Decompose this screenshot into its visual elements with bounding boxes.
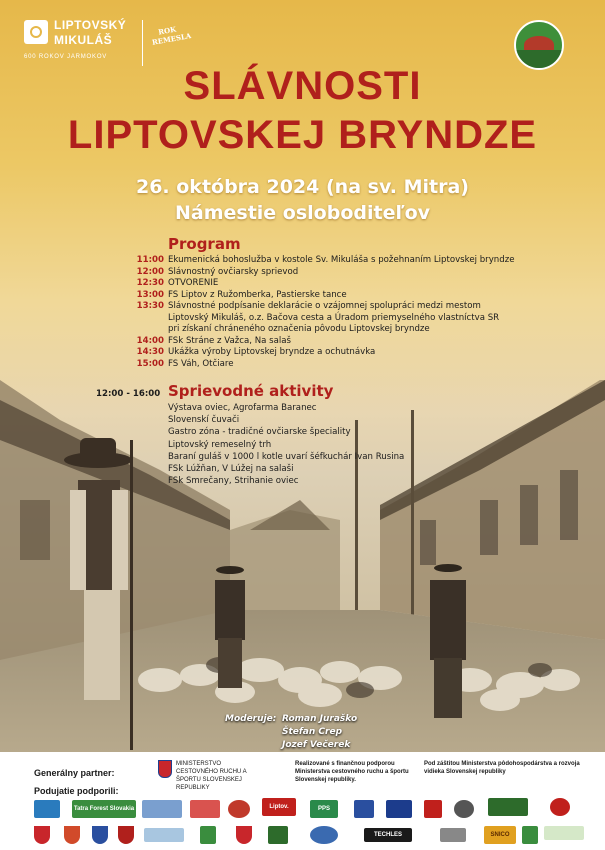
supporters-label: Podujatie podporili:	[34, 786, 119, 796]
ministry-name: MINISTERSTVO CESTOVNÉHO RUCHU A ŠPORTU SLOVENSKEJ REPUBLIKY	[176, 761, 247, 791]
program-time: 13:00	[136, 289, 164, 300]
sponsor-logo-icon	[228, 800, 250, 818]
sponsor-logo-icon	[454, 800, 474, 818]
title-line1: SLÁVNOSTI	[183, 64, 422, 108]
rok-remesla-seal	[142, 20, 192, 66]
program-text: Liptovský Mikuláš, o.z. Bačova cesta a Úradom priemyselného vlastníctva SR	[168, 312, 500, 323]
sponsor-logo-techles: TECHLES	[364, 828, 412, 842]
activity-item: FSk Lúžňan, V Lúžej na salaši	[168, 464, 294, 474]
sponsor-logo-icon	[268, 826, 288, 844]
moderator-name: Roman Juraško	[282, 714, 358, 724]
program-text: pri získaní chráneného označenia pôvodu Liptovskej bryndze	[168, 324, 430, 334]
program-heading: Program	[168, 235, 241, 253]
sponsor-logo-icon	[440, 828, 466, 842]
event-place: Námestie osloboditeľov	[174, 202, 431, 224]
footer-sponsors	[0, 752, 605, 850]
sponsor-logo-pps: PPS	[310, 800, 338, 818]
event-date: 26. októbra 2024 (na sv. Mitra)	[135, 176, 469, 198]
activity-item: Baraní guláš v 1000 l kotle uvarí šéfkuchár Ivan Rusina	[168, 451, 405, 462]
activity-item: FSk Smrečany, Strihanie oviec	[168, 476, 299, 487]
moderator-name: Jozef Večerek	[282, 740, 351, 750]
town-crest-icon	[24, 20, 48, 44]
moderators-label: Moderuje:	[225, 714, 277, 724]
program-text: Slávnostné podpísanie deklarácie o vzájomnej spolupráci medzi mestom	[168, 301, 481, 311]
program-text: FS Váh, Otčiare	[168, 358, 234, 369]
moderator-name: Štefan Crep	[282, 727, 343, 737]
sponsor-logo-icon	[190, 800, 220, 818]
program-time: 14:00	[136, 335, 164, 346]
program-text: OTVORENIE	[168, 278, 219, 288]
sponsor-logo-icon	[488, 798, 528, 816]
funding-note: Realizované s finančnou podporou Ministerstva cestovného ruchu a športu Slovenskej republiky.	[295, 761, 409, 783]
sheep-circle-logo-icon	[514, 20, 564, 70]
sponsor-logo-icon	[544, 826, 584, 840]
patronage-note: Pod záštitou Ministerstva pôdohospodárstva a rozvoja vidieka Slovenskej republiky	[424, 761, 580, 775]
activity-item: Liptovský remeselný trh	[168, 439, 272, 450]
activities-time: 12:00 - 16:00	[96, 389, 161, 399]
sponsor-logo-icon	[92, 826, 108, 844]
program-text: Ukážka výroby Liptovskej bryndze a ochutnávka	[168, 347, 376, 357]
program-text: Ekumenická bohoslužba v kostole Sv. Mikuláša s požehnaním Liptovskej bryndze	[168, 255, 515, 265]
sponsor-logo-icon	[236, 826, 252, 844]
sponsor-logo-icon	[142, 800, 182, 818]
sponsor-logo-icon	[144, 828, 184, 842]
sponsor-logo-liptov: Liptov.	[262, 798, 296, 816]
program-time: 15:00	[136, 358, 164, 369]
sponsor-logo-icon	[550, 798, 570, 816]
program-text: FS Liptov z Ružomberka, Pastierske tance	[168, 289, 347, 300]
program-time: 12:30	[136, 278, 164, 288]
sponsor-logo-icon	[34, 826, 50, 844]
sponsor-logo-icon	[200, 826, 216, 844]
activity-item: Výstava oviec, Agrofarma Baranec	[168, 403, 317, 413]
program-time: 11:00	[136, 255, 164, 265]
general-partner-label: Generálny partner:	[34, 768, 115, 778]
sponsor-logo-icon	[310, 826, 338, 844]
activities-heading: Sprievodné aktivity	[168, 382, 334, 400]
sponsor-logo-icon	[64, 826, 80, 844]
logo-line2: MIKULÁŠ	[54, 33, 113, 47]
sponsor-logo-icon	[424, 800, 442, 818]
logo-line3: 600 ROKOV JARMOKOV	[24, 54, 108, 60]
ministry-crest-icon	[158, 760, 172, 778]
liptovsky-mikulas-logo	[24, 18, 134, 70]
sponsor-logo-tatra: Tatra Forest Slovakia	[72, 800, 136, 818]
sponsor-logo-icon	[522, 826, 538, 844]
sponsor-logo-icon	[118, 826, 134, 844]
sponsor-logo-icon	[354, 800, 374, 818]
sponsor-logo-icon	[34, 800, 60, 818]
seal-text: ROK REMESLA	[151, 24, 192, 47]
logo-line1: LIPTOVSKÝ	[54, 18, 127, 32]
program-text: Slávnostný ovčiarsky sprievod	[168, 266, 299, 277]
program-time: 13:30	[136, 301, 164, 311]
program-time: 14:30	[136, 347, 164, 357]
program-text: FSk Stráne z Važca, Na salaš	[168, 335, 292, 346]
program-time: 12:00	[136, 266, 164, 277]
sponsor-logo-snico: SNICO	[484, 826, 516, 844]
activity-item: Slovenskí čuvači	[168, 415, 240, 426]
activity-item: Gastro zóna - tradičné ovčiarske špeciality	[168, 427, 351, 438]
sponsor-logo-icon	[386, 800, 412, 818]
title-line2: LIPTOVSKEJ BRYNDZE	[67, 113, 538, 157]
